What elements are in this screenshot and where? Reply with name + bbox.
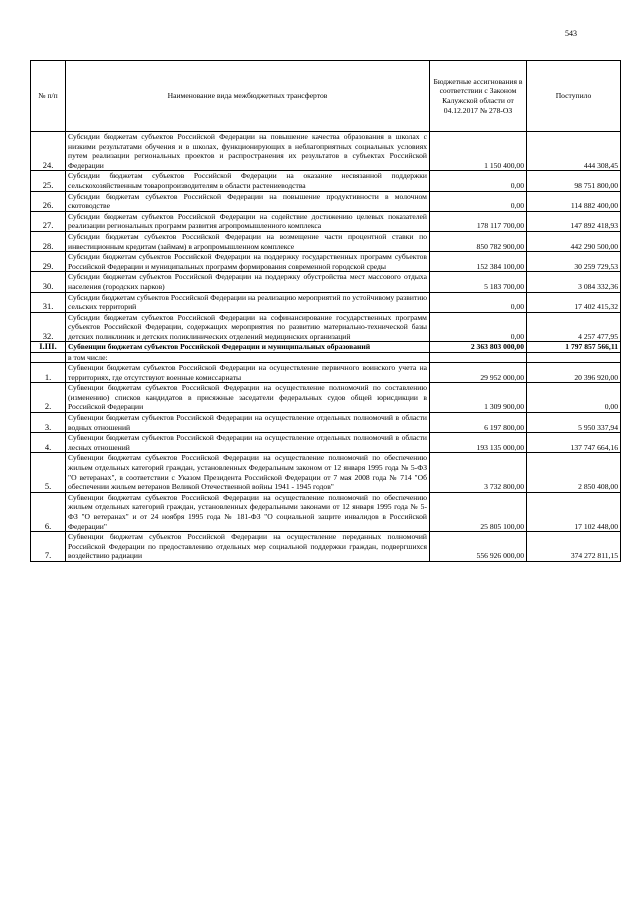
col-name-header: Наименование вида межбюджетных трансфертов	[66, 61, 430, 132]
page-number: 543	[565, 29, 577, 38]
table-row	[31, 272, 621, 292]
row-number: 3.	[31, 413, 66, 433]
row-number: 24.	[31, 132, 66, 171]
table-row	[31, 532, 621, 562]
row-budget: 556 926 000,00	[430, 532, 527, 562]
row-name: Субвенции бюджетам субъектов Российской Федерации на осуществление первичного воинского учета на территориях, где отсутствуют военные комиссариаты	[66, 363, 430, 383]
row-budget: 0,00	[430, 191, 527, 211]
row-budget: 1 150 400,00	[430, 132, 527, 171]
row-number: 31.	[31, 292, 66, 312]
subheader-row	[31, 353, 621, 363]
row-budget: 6 197 800,00	[430, 413, 527, 433]
row-number: 29.	[31, 252, 66, 272]
row-received: 3 084 332,36	[527, 272, 621, 292]
row-budget: 29 952 000,00	[430, 363, 527, 383]
row-number: 27.	[31, 211, 66, 231]
row-name: Субсидии бюджетам субъектов Российской Федерации на реализацию мероприятий по устойчивому развитию сельских территорий	[66, 292, 430, 312]
col-received-header: Поступило	[527, 61, 621, 132]
row-name: Субвенции бюджетам субъектов Российской Федерации на осуществление отдельных полномочий в области водных отношений	[66, 413, 430, 433]
row-name: Субвенции бюджетам субъектов Российской Федерации на осуществление полномочий по обеспечению жильем отдельных категорий граждан, установленных Федеральным законом от 12 января 1995 года № 5-ФЗ "О ветеранах", в соответствии с Указом Президента Российской Федерации от 7 мая 2008 года № 714 "Об обеспечении жильем ветеранов Великой Отечественной войны 1941 - 1945 годов"	[66, 453, 430, 492]
table-row	[31, 231, 621, 251]
row-received: 30 259 729,53	[527, 252, 621, 272]
row-name: Субсидии бюджетам субъектов Российской Федерации на поддержку обустройства мест массового отдыха населения (городских парков)	[66, 272, 430, 292]
row-budget: 152 384 100,00	[430, 252, 527, 272]
row-number: 25.	[31, 171, 66, 191]
row-name: Субвенции бюджетам субъектов Российской Федерации на осуществление полномочий по составлению (изменению) списков кандидатов в присяжные заседатели федеральных судов общей юрисдикции в Российской Федерации	[66, 383, 430, 413]
total-number: I.III.	[31, 342, 66, 353]
row-number: 26.	[31, 191, 66, 211]
row-number: 30.	[31, 272, 66, 292]
row-number: 32.	[31, 312, 66, 342]
row-received: 2 850 408,00	[527, 453, 621, 492]
table-row	[31, 433, 621, 453]
row-number: 4.	[31, 433, 66, 453]
row-name: Субвенции бюджетам субъектов Российской Федерации на осуществление отдельных полномочий в области лесных отношений	[66, 433, 430, 453]
row-received: 147 892 418,93	[527, 211, 621, 231]
subheader-label: в том числе:	[66, 353, 430, 363]
row-budget: 1 309 900,00	[430, 383, 527, 413]
row-name: Субсидии бюджетам субъектов Российской Федерации на оказание несвязанной поддержки сельскохозяйственным товаропроизводителям в области растениеводства	[66, 171, 430, 191]
row-received: 0,00	[527, 383, 621, 413]
row-name: Субсидии бюджетам субъектов Российской Федерации на поддержку государственных программ субъектов Российской Федерации и муниципальных программ формирования современной городской среды	[66, 252, 430, 272]
row-number: 2.	[31, 383, 66, 413]
row-budget: 3 732 800,00	[430, 453, 527, 492]
row-received: 5 950 337,94	[527, 413, 621, 433]
table-row	[31, 191, 621, 211]
row-received: 137 747 664,16	[527, 433, 621, 453]
table-row	[31, 171, 621, 191]
row-budget: 0,00	[430, 292, 527, 312]
row-budget: 178 117 700,00	[430, 211, 527, 231]
table-row	[31, 312, 621, 342]
total-received: 1 797 857 566,11	[527, 342, 621, 353]
row-received: 20 396 920,00	[527, 363, 621, 383]
table-row	[31, 453, 621, 492]
table-row	[31, 363, 621, 383]
table-row	[31, 383, 621, 413]
row-number: 1.	[31, 363, 66, 383]
total-name: Субвенции бюджетам субъектов Российской Федерации и муниципальных образований	[66, 342, 430, 353]
row-received: 98 751 800,00	[527, 171, 621, 191]
row-number: 7.	[31, 532, 66, 562]
row-budget: 0,00	[430, 171, 527, 191]
row-budget: 850 782 900,00	[430, 231, 527, 251]
row-received: 374 272 811,15	[527, 532, 621, 562]
row-budget: 5 183 700,00	[430, 272, 527, 292]
row-number: 5.	[31, 453, 66, 492]
col-num-header: № п/п	[31, 61, 66, 132]
col-budget-header: Бюджетные ассигнования в соответствии с Законом Калужской области от 04.12.2017 № 278-ОЗ	[430, 61, 527, 132]
table-row	[31, 132, 621, 171]
row-name: Субсидии бюджетам субъектов Российской Федерации на содействие достижению целевых показателей реализации региональных программ развития агропромышленного комплекса	[66, 211, 430, 231]
row-name: Субсидии бюджетам субъектов Российской Федерации на возмещение части процентной ставки по инвестиционным кредитам (займам) в агропромышленном комплексе	[66, 231, 430, 251]
row-received: 4 257 477,95	[527, 312, 621, 342]
row-name: Субвенции бюджетам субъектов Российской Федерации на осуществление переданных полномочий Российской Федерации по предоставлению отдельных мер социальной поддержки граждан, подвергшихся воздействию радиации	[66, 532, 430, 562]
row-number: 6.	[31, 492, 66, 531]
table-row	[31, 252, 621, 272]
total-budget: 2 363 803 000,00	[430, 342, 527, 353]
row-received: 17 402 415,32	[527, 292, 621, 312]
row-number: 28.	[31, 231, 66, 251]
total-row	[31, 342, 621, 353]
table-row	[31, 492, 621, 531]
row-name: Субсидии бюджетам субъектов Российской Федерации на повышение качества образования в школах с низкими результатами обучения и в школах, функционирующих в неблагоприятных социальных условиях путем реализации региональных проектов и распространения их результатов в субъектах Российской Федерации	[66, 132, 430, 171]
row-received: 444 308,45	[527, 132, 621, 171]
row-name: Субсидии бюджетам субъектов Российской Федерации на повышение продуктивности в молочном скотоводстве	[66, 191, 430, 211]
row-received: 17 102 448,00	[527, 492, 621, 531]
table-row	[31, 413, 621, 433]
row-name: Субвенции бюджетам субъектов Российской Федерации на осуществление полномочий по обеспечению жильем отдельных категорий граждан, установленных федеральными законами от 12 января 1995 года № 5-ФЗ "О ветеранах" и от 24 ноября 1995 года № 181-ФЗ "О социальной защите инвалидов в Российской Федерации"	[66, 492, 430, 531]
row-received: 114 882 400,00	[527, 191, 621, 211]
row-budget: 25 805 100,00	[430, 492, 527, 531]
row-received: 442 290 500,00	[527, 231, 621, 251]
table-row	[31, 292, 621, 312]
transfers-table	[30, 60, 621, 562]
row-budget: 193 135 000,00	[430, 433, 527, 453]
row-budget: 0,00	[430, 312, 527, 342]
table-header-row	[31, 61, 621, 132]
table-row	[31, 211, 621, 231]
row-name: Субсидии бюджетам субъектов Российской Федерации на софинансирование государственных программ субъектов Российской Федерации, содержащих мероприятия по развитию материально-технической базы детских поликлиник и детских поликлинических отделений медицинских организаций	[66, 312, 430, 342]
